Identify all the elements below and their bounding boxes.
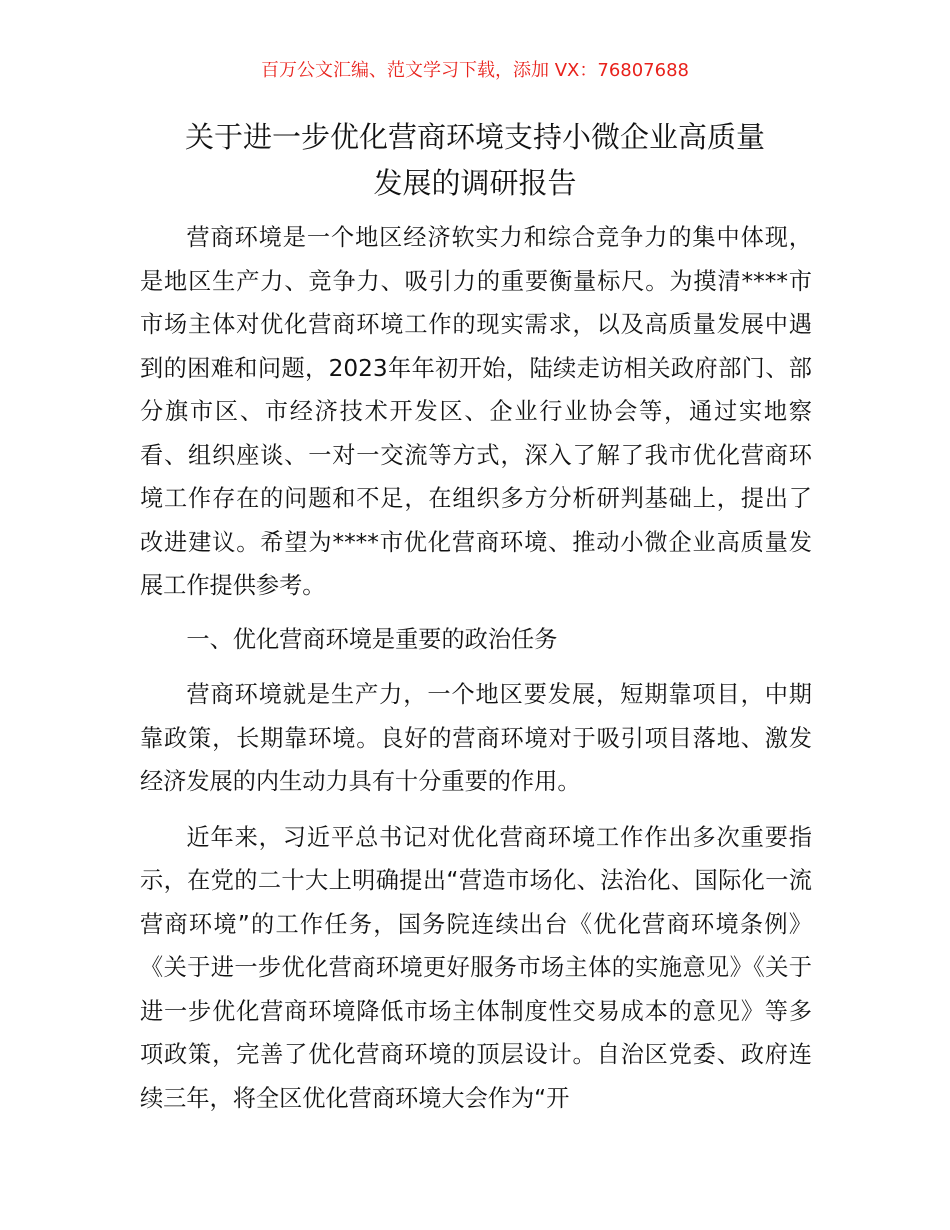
section-heading-1: 一、优化营商环境是重要的政治任务 [186,625,558,653]
title-line-1: 关于进一步优化营商环境支持小微企业高质量 [184,120,765,154]
paragraph-intro: 营商环境是一个地区经济软实力和综合竞争力的集中体现，是地区生产力、竞争力、吸引力的重要衡量标尺。为摸清****市市场主体对优化营商环境工作的现实需求，以及高质量发展中遇到的困难和问题，2023年年初开始，陆续走访相关政府部门、部分旗市区、市经济技术开发区、企业行业协会等，通过实地察看、组织座谈、一对一交流等方式，深入了解了我市优化营商环境工作存在的问题和不足，在组织多方分析研判基础上，提出了改进建议。希望为****市优化营商环境、推动小微企业高质量发展工作提供参考。 [140,224,812,599]
header-download-note: 百万公文汇编、范文学习下载，添加 VX：76807688 [261,60,689,81]
title-line-2: 发展的调研报告 [373,166,577,200]
paragraph-business-environment: 营商环境就是生产力，一个地区要发展，短期靠项目，中期靠政策，长期靠环境。良好的营商环境对于吸引项目落地、激发经济发展的内生动力具有十分重要的作用。 [140,681,812,795]
document-title [140,114,810,206]
document-body [140,216,812,1132]
paragraph-recent-years: 近年来，习近平总书记对优化营商环境工作作出多次重要指示，在党的二十大上明确提出“营造市场化、法治化、国际化一流营商环境”的工作任务，国务院连续出台《优化营商环境条例》《关于进一步优化营商环境更好服务市场主体的实施意见》《关于进一步优化营商环境降低市场主体制度性交易成本的意见》等多项政策，完善了优化营商环境的顶层设计。自治区党委、政府连续三年，将全区优化营商环境大会作为“开 [140,823,812,1112]
